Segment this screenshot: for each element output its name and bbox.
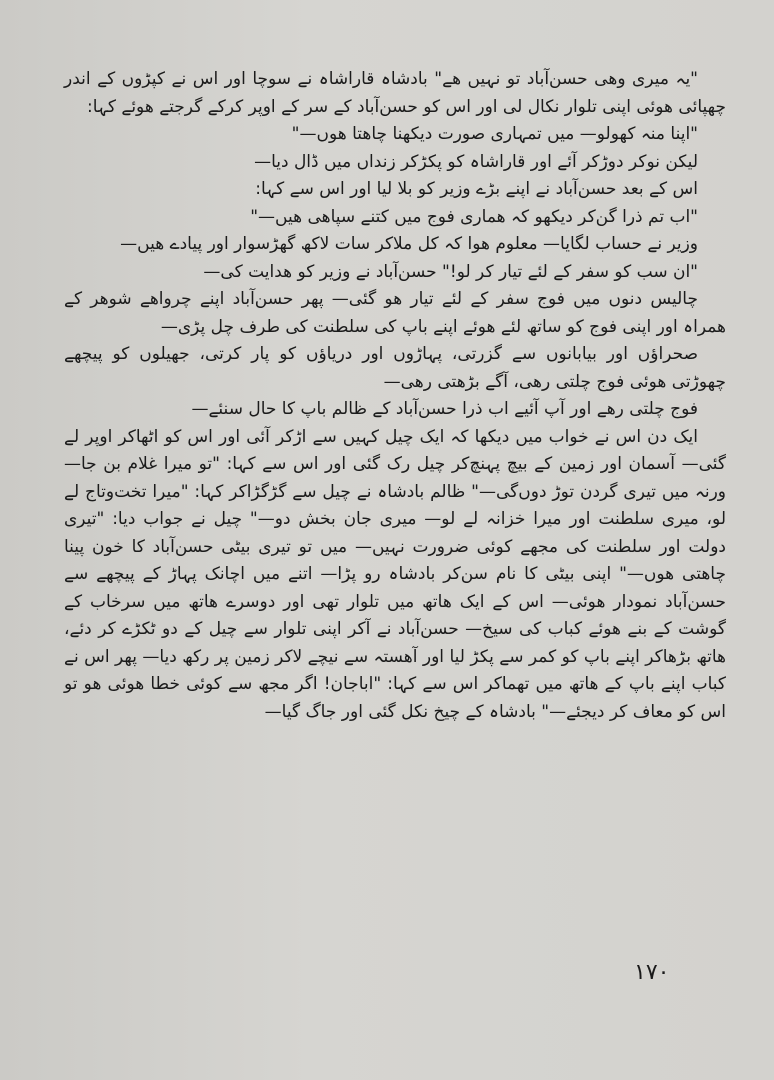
paragraph: اس کے بعد حسن‌آباد نے اپنے بڑے وزیر کو بلا لیا اور اس سے کہا:	[255, 179, 698, 199]
paragraph: "ان سب کو سفر کے لئے تیار کر لو!" حسن‌آباد نے وزیر کو ھدایت کی—	[203, 261, 698, 282]
page-number: ۱۷۰	[634, 960, 670, 985]
paragraph: فوج چلتی رھے اور آپ آئیے اب ذرا حسن‌آباد کے ظالم باپ کا حال سنئے—	[191, 399, 698, 419]
paragraph: ایک دن اس نے خواب میں دیکھا کہ ایک چیل کہیں سے اڑکر آئی اور اس کو اٹھاکر اوپر لے گئی— آسمان اور زمین کے بیچ پہنچ‌کر چیل رک گئی اور اس سے کہا: "تو میرا غلام بن جا— ورنہ میں تیری گردن توڑ دوں‌گی—" ظالم بادشاہ نے چیل سے گڑگڑاکر کہا: "میرا تخت‌و‌تاج لے لو، میری سلطنت اور میرا خزانہ لے لو— میری جان بخش دو—" چیل نے جواب دیا: "تیری دولت اور سلطنت کی مجھے کوئی ضرورت نہیں— میں تو تیری بیٹی حسن‌آباد کا خون پینا چاھتی ھوں—" اپنی بیٹی کا نام سن‌کر بادشاہ رو پڑا— اتنے میں اچانک پہاڑ کے پیچھے سے حسن‌آباد نمودار ھوئی— اس کے ایک ھاتھ میں تلوار تھی اور دوسرے ھاتھ میں سرخاب کے گوشت کے بنے ھوئے کباب کی سیخ— حسن‌آباد نے آکر اپنی تلوار سے چیل کے دو ٹکڑے کر دئے، ھاتھ بڑھاکر اپنے باپ کو کمر سے پکڑ لیا اور آھستہ سے نیچے لاکر زمین پر رکھ دیا— پھر اس نے کباب اپنے باپ کے ھاتھ میں تھماکر اس سے کہا: "اباجان! اگر مجھ سے کوئی خطا ھوئی ھو تو اس کو معاف کر دیجئے—" بادشاہ کے چیخ نکل گئی اور جاگ گیا—	[64, 426, 726, 722]
story-text	[64, 66, 726, 726]
paragraph: "یہ میری وھی حسن‌آباد تو نہیں ھے" بادشاہ قاراشاہ نے سوچا اور اس نے کپڑوں کے اندر چھپائی ھوئی اپنی تلوار نکال لی اور اس کو حسن‌آباد کے سر کے اوپر کرکے گرجتے ھوئے کہا:	[64, 69, 726, 117]
paragraph: چالیس دنوں میں فوج سفر کے لئے تیار ھو گئی— پھر حسن‌آباد اپنے چرواھے شوھر کے ھمراہ اور اپنی فوج کو ساتھ لئے ھوئے اپنے باپ کی سلطنت کی طرف چل پڑی—	[64, 289, 726, 337]
paragraph: "اپنا منہ کھولو— میں تمہاری صورت دیکھنا چاھتا ھوں—"	[291, 124, 698, 144]
paragraph: صحراؤں اور بیابانوں سے گزرتی، پہاڑوں اور دریاؤں کو پار کرتی، جھیلوں کو پیچھے چھوڑتی ھوئی فوج چلتی رھی، آگے بڑھتی رھی—	[64, 344, 726, 392]
paragraph: لیکن نوکر دوڑکر آئے اور قاراشاہ کو پکڑکر زنداں میں ڈال دیا—	[254, 151, 698, 172]
paragraph: وزیر نے حساب لگایا— معلوم ھوا کہ کل ملاکر سات لاکھ گھڑسوار اور پیادے ھیں—	[120, 234, 698, 254]
paragraph: "اب تم ذرا گن‌کر دیکھو کہ ھماری فوج میں کتنے سپاھی ھیں—"	[250, 206, 698, 227]
